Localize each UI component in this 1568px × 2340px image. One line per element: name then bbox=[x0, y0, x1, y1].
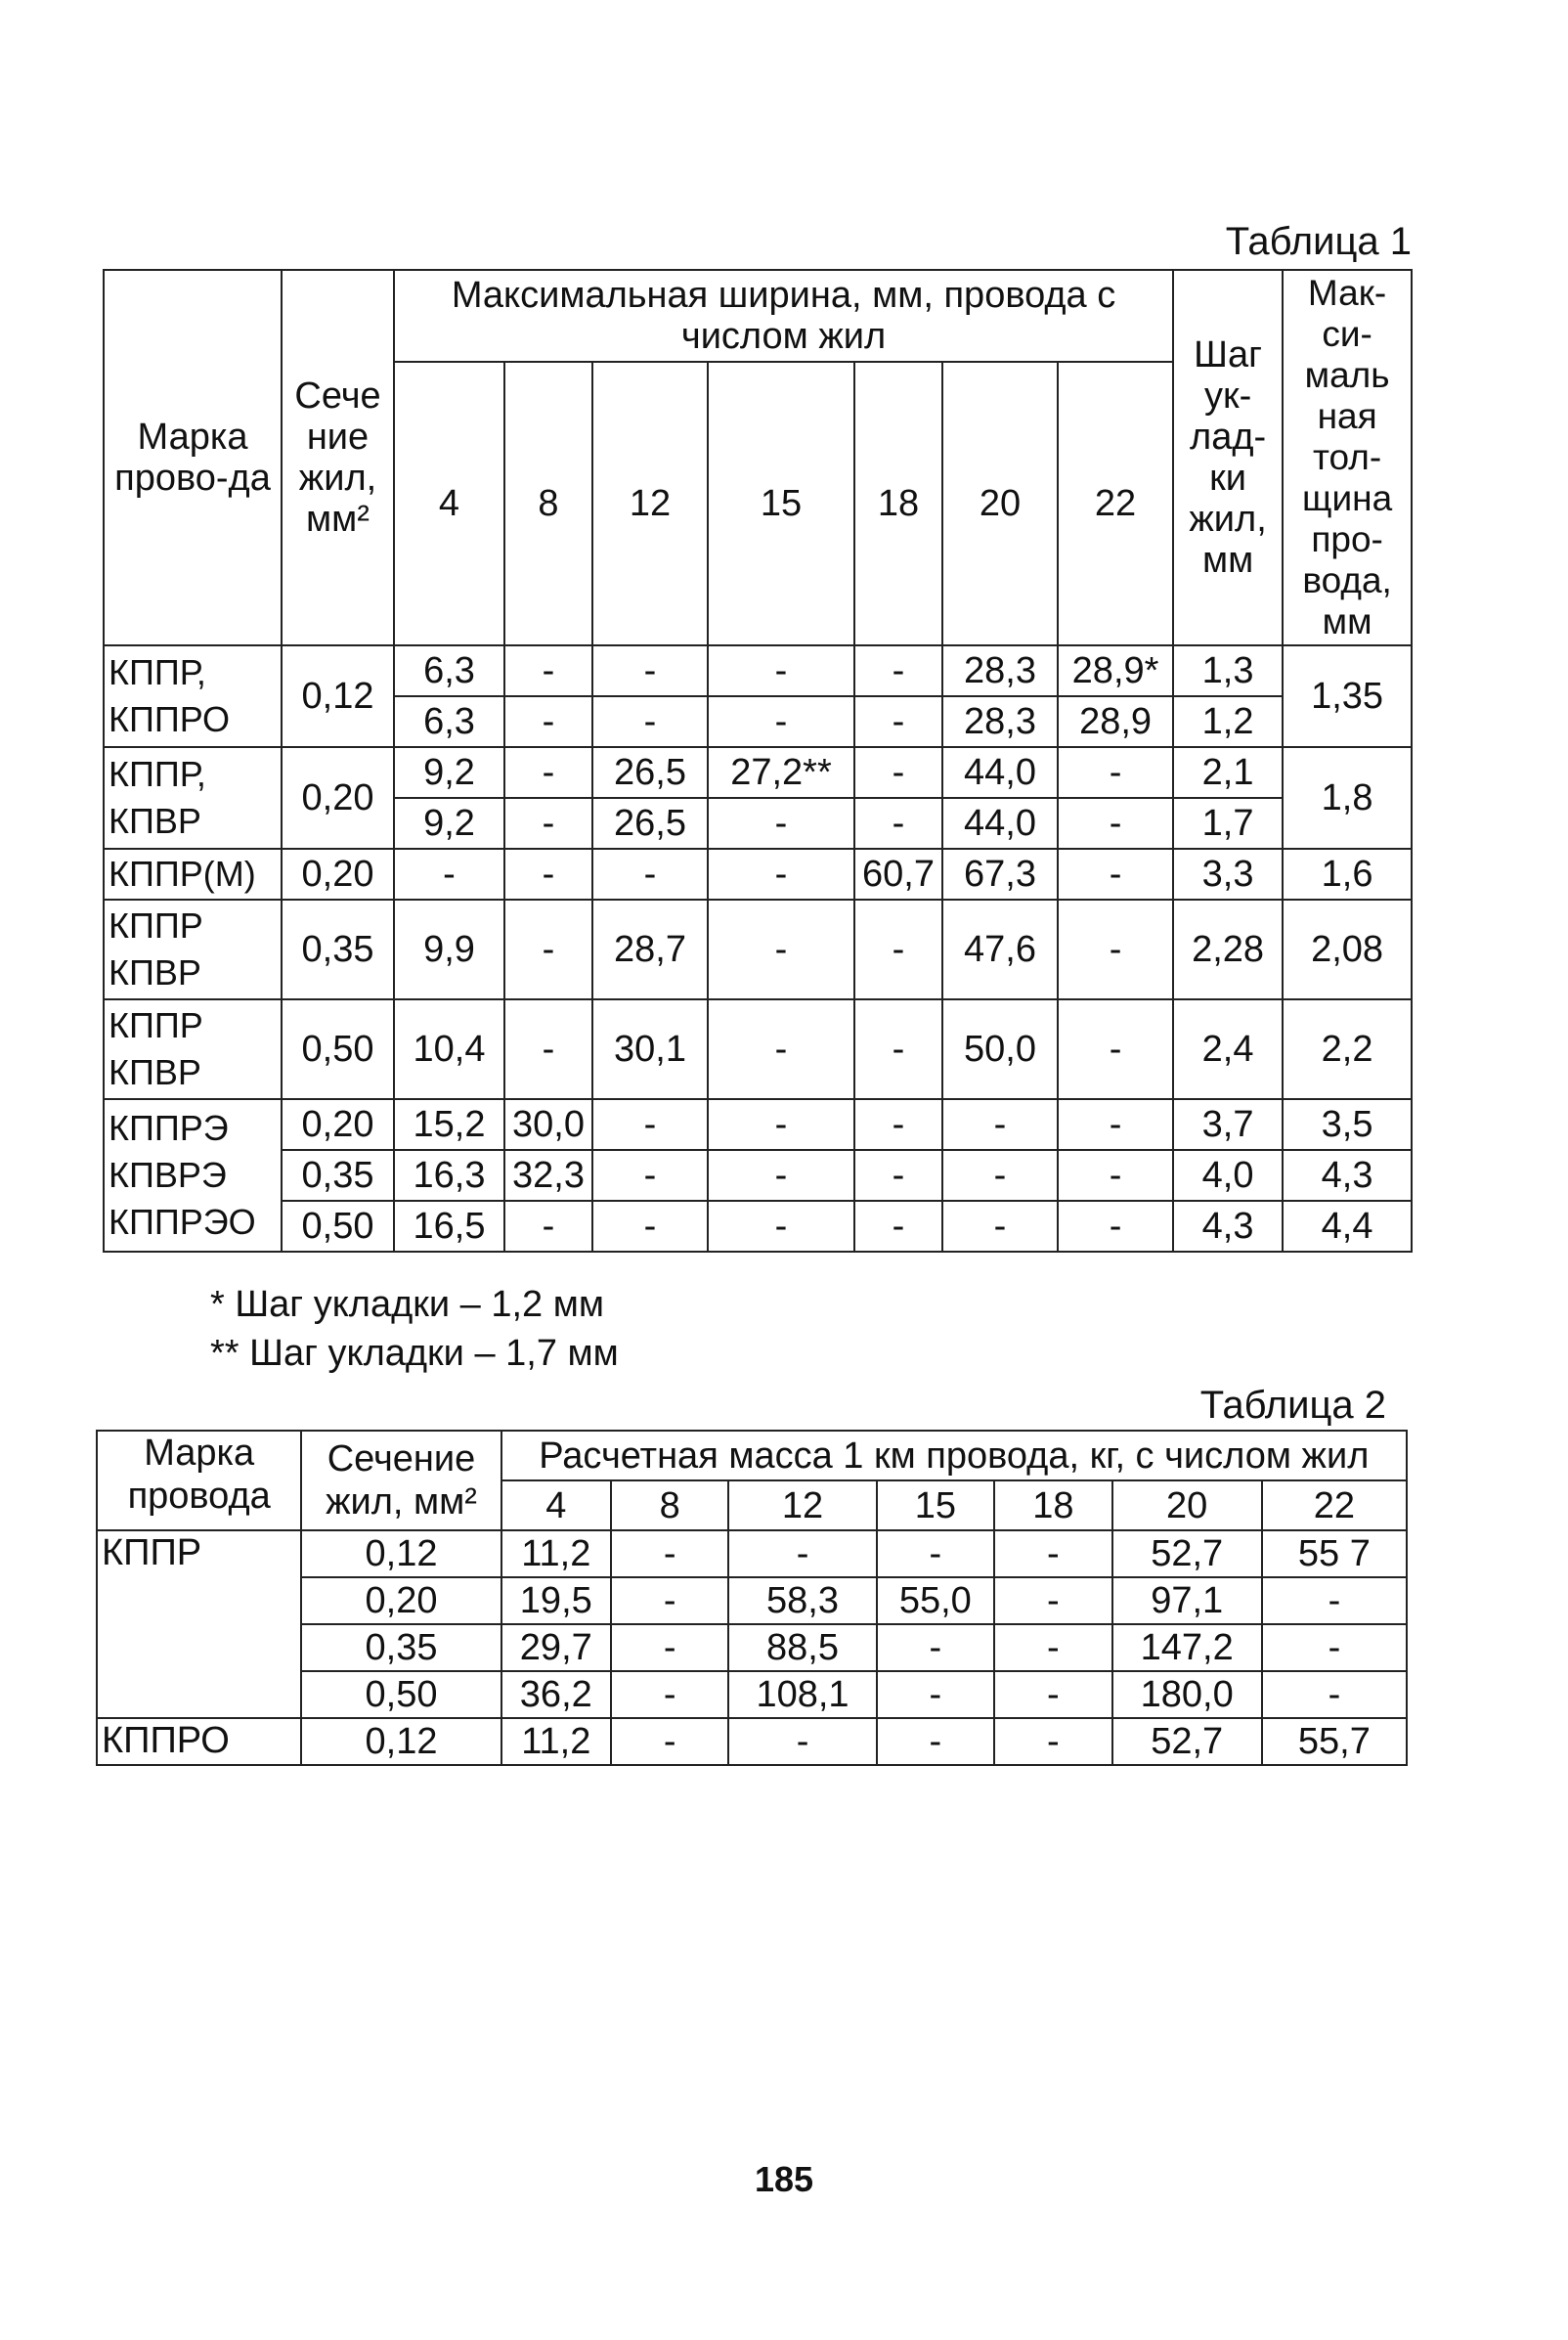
header-max-width: Максимальная ширина, мм, провода с числом жил bbox=[394, 270, 1173, 362]
page-number: 185 bbox=[754, 2159, 814, 2199]
section-cell: 0,20 bbox=[282, 747, 394, 849]
width-cell: 30,0 bbox=[504, 1099, 592, 1150]
section-cell: 0,12 bbox=[282, 645, 394, 747]
width-cell: - bbox=[854, 1201, 942, 1252]
mass-cell: - bbox=[994, 1624, 1112, 1671]
width-cell: - bbox=[592, 1150, 708, 1201]
mass-cell: - bbox=[1262, 1671, 1407, 1718]
mass-cell: - bbox=[877, 1624, 995, 1671]
mass-cell: 55,7 bbox=[1262, 1718, 1407, 1765]
width-cell: 32,3 bbox=[504, 1150, 592, 1201]
width-cell: 67,3 bbox=[942, 849, 1058, 900]
pitch-cell: 4,3 bbox=[1173, 1201, 1283, 1252]
table2 bbox=[96, 1430, 1408, 1766]
mass-cell: - bbox=[877, 1530, 995, 1577]
table1-screen-row bbox=[104, 1099, 1412, 1150]
width-cell: - bbox=[592, 696, 708, 747]
brand-name: КППРЭ bbox=[109, 1108, 229, 1148]
mass-cell: 97,1 bbox=[1112, 1577, 1262, 1624]
width-cell: 6,3 bbox=[394, 696, 504, 747]
width-cell: 9,2 bbox=[394, 747, 504, 798]
section-cell: 0,20 bbox=[282, 1099, 394, 1150]
width-cell: - bbox=[504, 696, 592, 747]
table1-row bbox=[104, 645, 1412, 696]
width-cell: - bbox=[708, 645, 854, 696]
pitch-cell: 3,3 bbox=[1173, 849, 1283, 900]
pitch-cell: 2,1 bbox=[1173, 747, 1283, 798]
header-cores-18: 18 bbox=[994, 1480, 1112, 1530]
table1-caption: Таблица 1 bbox=[1225, 220, 1412, 263]
pitch-cell: 1,7 bbox=[1173, 798, 1283, 849]
pitch-cell: 3,7 bbox=[1173, 1099, 1283, 1150]
section-cell: 0,20 bbox=[301, 1577, 501, 1624]
header-cores-22: 22 bbox=[1058, 362, 1173, 645]
pitch-cell: 1,3 bbox=[1173, 645, 1283, 696]
thickness-cell: 4,3 bbox=[1283, 1150, 1412, 1201]
mass-cell: 11,2 bbox=[501, 1530, 611, 1577]
mass-cell: 52,7 bbox=[1112, 1530, 1262, 1577]
width-cell: - bbox=[1058, 798, 1173, 849]
brand-cell: КППР bbox=[97, 1530, 301, 1718]
section-cell: 0,50 bbox=[301, 1671, 501, 1718]
thickness-cell: 1,6 bbox=[1283, 849, 1412, 900]
mass-cell: 147,2 bbox=[1112, 1624, 1262, 1671]
header-cores-4: 4 bbox=[394, 362, 504, 645]
width-cell: - bbox=[708, 696, 854, 747]
mass-cell: - bbox=[994, 1577, 1112, 1624]
width-cell: - bbox=[504, 849, 592, 900]
width-cell: 26,5 bbox=[592, 798, 708, 849]
pitch-cell: 1,2 bbox=[1173, 696, 1283, 747]
width-cell: - bbox=[592, 1099, 708, 1150]
width-cell: 28,7 bbox=[592, 900, 708, 999]
width-cell: - bbox=[1058, 999, 1173, 1099]
header-cores-4: 4 bbox=[501, 1480, 611, 1530]
width-cell: 47,6 bbox=[942, 900, 1058, 999]
header-cores-20: 20 bbox=[942, 362, 1058, 645]
width-cell: 15,2 bbox=[394, 1099, 504, 1150]
width-cell: - bbox=[592, 1201, 708, 1252]
brand-cell-screened bbox=[104, 1099, 282, 1252]
width-cell: - bbox=[942, 1201, 1058, 1252]
section-cell: 0,50 bbox=[282, 1201, 394, 1252]
section-cell: 0,12 bbox=[301, 1718, 501, 1765]
mass-cell: 52,7 bbox=[1112, 1718, 1262, 1765]
header-section: Сечение жил, мм² bbox=[301, 1431, 501, 1530]
width-cell: - bbox=[1058, 1150, 1173, 1201]
width-cell: - bbox=[854, 798, 942, 849]
width-cell: - bbox=[504, 798, 592, 849]
mass-cell: 88,5 bbox=[728, 1624, 876, 1671]
section-cell: 0,35 bbox=[282, 1150, 394, 1201]
mass-cell: - bbox=[994, 1718, 1112, 1765]
width-cell: - bbox=[1058, 1099, 1173, 1150]
header-mass: Расчетная масса 1 км провода, кг, с числом жил bbox=[501, 1431, 1407, 1480]
table2-row bbox=[97, 1530, 1407, 1577]
width-cell: - bbox=[1058, 747, 1173, 798]
table1 bbox=[103, 269, 1413, 1253]
header-cores-12: 12 bbox=[728, 1480, 876, 1530]
width-cell: - bbox=[942, 1150, 1058, 1201]
width-cell: - bbox=[394, 849, 504, 900]
header-cores-8: 8 bbox=[611, 1480, 729, 1530]
table1-header-row bbox=[104, 270, 1412, 362]
width-cell: 26,5 bbox=[592, 747, 708, 798]
thickness-cell: 2,2 bbox=[1283, 999, 1412, 1099]
width-cell: 44,0 bbox=[942, 798, 1058, 849]
width-cell: 16,3 bbox=[394, 1150, 504, 1201]
width-cell: 28,3 bbox=[942, 645, 1058, 696]
table2-header-row bbox=[97, 1431, 1407, 1480]
mass-cell: 55,0 bbox=[877, 1577, 995, 1624]
brand-cell: КППР(М) bbox=[104, 849, 282, 900]
section-cell: 0,50 bbox=[282, 999, 394, 1099]
width-cell: - bbox=[854, 645, 942, 696]
thickness-cell: 1,8 bbox=[1283, 747, 1412, 849]
header-cores-15: 15 bbox=[877, 1480, 995, 1530]
brand-cell: КППР КПВР bbox=[104, 900, 282, 999]
width-cell: - bbox=[708, 1201, 854, 1252]
width-cell: - bbox=[504, 645, 592, 696]
header-cores-20: 20 bbox=[1112, 1480, 1262, 1530]
width-cell: 50,0 bbox=[942, 999, 1058, 1099]
mass-cell: - bbox=[728, 1718, 876, 1765]
width-cell: - bbox=[854, 747, 942, 798]
mass-cell: 11,2 bbox=[501, 1718, 611, 1765]
brand-name: КПВРЭ bbox=[109, 1155, 227, 1195]
width-cell: 44,0 bbox=[942, 747, 1058, 798]
width-cell: - bbox=[1058, 1201, 1173, 1252]
pitch-cell: 2,28 bbox=[1173, 900, 1283, 999]
mass-cell: - bbox=[611, 1671, 729, 1718]
header-brand: Марка провода bbox=[97, 1431, 301, 1530]
header-brand: Марка прово-да bbox=[104, 270, 282, 645]
table1-row bbox=[104, 747, 1412, 798]
mass-cell: 108,1 bbox=[728, 1671, 876, 1718]
width-cell: - bbox=[708, 849, 854, 900]
width-cell: 6,3 bbox=[394, 645, 504, 696]
table1-screen-row bbox=[104, 1150, 1412, 1201]
mass-cell: - bbox=[1262, 1577, 1407, 1624]
header-cores-18: 18 bbox=[854, 362, 942, 645]
width-cell: 9,9 bbox=[394, 900, 504, 999]
width-cell: - bbox=[708, 900, 854, 999]
mass-cell: - bbox=[611, 1577, 729, 1624]
pitch-cell: 4,0 bbox=[1173, 1150, 1283, 1201]
header-pitch: Шаг ук-лад-ки жил, мм bbox=[1173, 270, 1283, 645]
mass-cell: 19,5 bbox=[501, 1577, 611, 1624]
thickness-cell: 2,08 bbox=[1283, 900, 1412, 999]
width-cell: 16,5 bbox=[394, 1201, 504, 1252]
brand-cell: КППР КПВР bbox=[104, 999, 282, 1099]
footnote-2: ** Шаг укладки – 1,7 мм bbox=[210, 1333, 619, 1374]
width-cell: - bbox=[504, 999, 592, 1099]
section-cell: 0,35 bbox=[301, 1624, 501, 1671]
footnote-1: * Шаг укладки – 1,2 мм bbox=[210, 1284, 604, 1325]
width-cell: - bbox=[942, 1099, 1058, 1150]
section-cell: 0,20 bbox=[282, 849, 394, 900]
width-cell: - bbox=[854, 696, 942, 747]
thickness-cell: 4,4 bbox=[1283, 1201, 1412, 1252]
brand-cell: КППР, КПВР bbox=[104, 747, 282, 849]
width-cell: - bbox=[854, 1099, 942, 1150]
width-cell: 28,9 bbox=[1058, 696, 1173, 747]
brand-cell: КППР, КППРО bbox=[104, 645, 282, 747]
width-cell: - bbox=[592, 645, 708, 696]
width-cell: 60,7 bbox=[854, 849, 942, 900]
width-cell: - bbox=[854, 900, 942, 999]
header-max-thickness: Мак-си-маль ная тол-щина про-вода, мм bbox=[1283, 270, 1412, 645]
brand-cell: КППРО bbox=[97, 1718, 301, 1765]
thickness-cell: 1,35 bbox=[1283, 645, 1412, 747]
brand-name: КППРЭО bbox=[109, 1202, 256, 1242]
thickness-cell: 3,5 bbox=[1283, 1099, 1412, 1150]
mass-cell: - bbox=[611, 1624, 729, 1671]
header-cores-22: 22 bbox=[1262, 1480, 1407, 1530]
width-cell: - bbox=[708, 1150, 854, 1201]
width-cell: 28,3 bbox=[942, 696, 1058, 747]
mass-cell: - bbox=[728, 1530, 876, 1577]
width-cell: 9,2 bbox=[394, 798, 504, 849]
width-cell: - bbox=[592, 849, 708, 900]
width-cell: 27,2** bbox=[708, 747, 854, 798]
mass-cell: 58,3 bbox=[728, 1577, 876, 1624]
mass-cell: - bbox=[1262, 1624, 1407, 1671]
section-cell: 0,35 bbox=[282, 900, 394, 999]
width-cell: - bbox=[854, 1150, 942, 1201]
width-cell: - bbox=[1058, 900, 1173, 999]
width-cell: - bbox=[854, 999, 942, 1099]
width-cell: - bbox=[708, 999, 854, 1099]
width-cell: - bbox=[504, 747, 592, 798]
mass-cell: 55 7 bbox=[1262, 1530, 1407, 1577]
mass-cell: 36,2 bbox=[501, 1671, 611, 1718]
mass-cell: 29,7 bbox=[501, 1624, 611, 1671]
width-cell: - bbox=[1058, 849, 1173, 900]
table1-screen-row bbox=[104, 1201, 1412, 1252]
pitch-cell: 2,4 bbox=[1173, 999, 1283, 1099]
table2-row bbox=[97, 1718, 1407, 1765]
width-cell: 30,1 bbox=[592, 999, 708, 1099]
width-cell: 10,4 bbox=[394, 999, 504, 1099]
width-cell: - bbox=[504, 1201, 592, 1252]
header-cores-12: 12 bbox=[592, 362, 708, 645]
table1-row bbox=[104, 900, 1412, 999]
mass-cell: - bbox=[611, 1718, 729, 1765]
width-cell: - bbox=[708, 1099, 854, 1150]
mass-cell: - bbox=[611, 1530, 729, 1577]
mass-cell: - bbox=[877, 1718, 995, 1765]
width-cell: - bbox=[708, 798, 854, 849]
header-section: Сече ние жил, мм² bbox=[282, 270, 394, 645]
section-cell: 0,12 bbox=[301, 1530, 501, 1577]
table1-row bbox=[104, 999, 1412, 1099]
header-cores-15: 15 bbox=[708, 362, 854, 645]
width-cell: 28,9* bbox=[1058, 645, 1173, 696]
table1-row bbox=[104, 849, 1412, 900]
width-cell: - bbox=[504, 900, 592, 999]
header-cores-8: 8 bbox=[504, 362, 592, 645]
mass-cell: - bbox=[994, 1530, 1112, 1577]
mass-cell: 180,0 bbox=[1112, 1671, 1262, 1718]
mass-cell: - bbox=[994, 1671, 1112, 1718]
mass-cell: - bbox=[877, 1671, 995, 1718]
table2-caption: Таблица 2 bbox=[1199, 1384, 1386, 1427]
